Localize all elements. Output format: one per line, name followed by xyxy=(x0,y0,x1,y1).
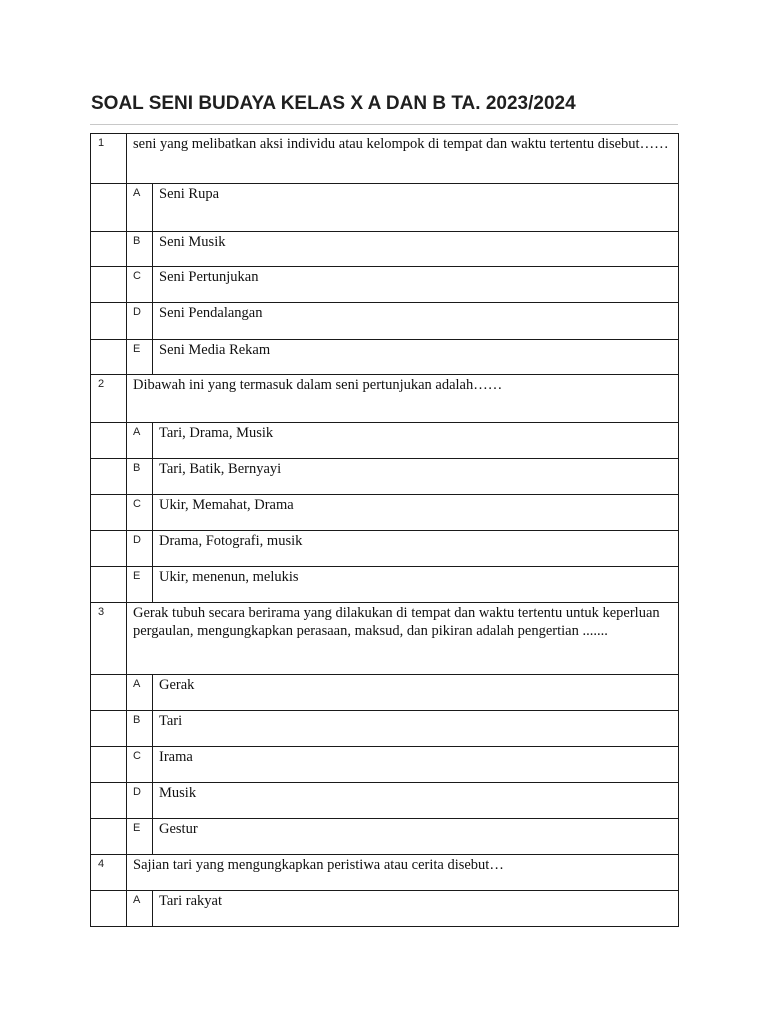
page-title: SOAL SENI BUDAYA KELAS X A DAN B TA. 2023/2024 xyxy=(91,93,576,114)
option-letter: D xyxy=(127,531,153,567)
option-letter: D xyxy=(127,783,153,819)
question-number: 1 xyxy=(91,134,127,184)
question-text: seni yang melibatkan aksi individu atau kelompok di tempat dan waktu tertentu disebut…… xyxy=(127,134,679,184)
option-row xyxy=(91,711,679,747)
option-letter: C xyxy=(127,495,153,531)
option-row xyxy=(91,783,679,819)
question-table xyxy=(90,133,679,927)
option-text: Tari, Batik, Bernyayi xyxy=(153,459,679,495)
option-text: Tari, Drama, Musik xyxy=(153,423,679,459)
option-text: Tari rakyat xyxy=(153,891,679,927)
option-text: Musik xyxy=(153,783,679,819)
option-text: Ukir, menenun, melukis xyxy=(153,567,679,603)
option-letter: C xyxy=(127,267,153,303)
option-row xyxy=(91,567,679,603)
question-row xyxy=(91,375,679,423)
question-number: 3 xyxy=(91,603,127,675)
option-text: Gestur xyxy=(153,819,679,855)
option-text: Drama, Fotografi, musik xyxy=(153,531,679,567)
option-row xyxy=(91,819,679,855)
option-text: Tari xyxy=(153,711,679,747)
option-text: Ukir, Memahat, Drama xyxy=(153,495,679,531)
option-text: Seni Rupa xyxy=(153,184,679,232)
option-row xyxy=(91,459,679,495)
option-letter: C xyxy=(127,747,153,783)
option-text: Seni Musik xyxy=(153,232,679,267)
option-text: Irama xyxy=(153,747,679,783)
question-text: Sajian tari yang mengungkapkan peristiwa atau cerita disebut… xyxy=(127,855,679,891)
option-letter: A xyxy=(127,891,153,927)
question-row xyxy=(91,603,679,675)
option-letter: A xyxy=(127,675,153,711)
option-letter: A xyxy=(127,184,153,232)
option-row xyxy=(91,232,679,267)
option-row xyxy=(91,495,679,531)
option-row xyxy=(91,267,679,303)
question-text: Gerak tubuh secara berirama yang dilakukan di tempat dan waktu tertentu untuk keperluan pergaulan, mengungkapkan perasaan, maksud, dan pikiran adalah pengertian ....... xyxy=(127,603,679,675)
option-row xyxy=(91,675,679,711)
option-text: Gerak xyxy=(153,675,679,711)
option-letter: B xyxy=(127,232,153,267)
question-text: Dibawah ini yang termasuk dalam seni pertunjukan adalah…… xyxy=(127,375,679,423)
option-text: Seni Pendalangan xyxy=(153,303,679,340)
option-letter: E xyxy=(127,567,153,603)
option-letter: B xyxy=(127,711,153,747)
option-letter: A xyxy=(127,423,153,459)
option-letter: E xyxy=(127,819,153,855)
option-letter: D xyxy=(127,303,153,340)
option-text: Seni Media Rekam xyxy=(153,340,679,375)
option-row xyxy=(91,423,679,459)
option-row xyxy=(91,184,679,232)
question-row xyxy=(91,855,679,891)
question-number: 4 xyxy=(91,855,127,891)
option-row xyxy=(91,891,679,927)
title-divider xyxy=(90,124,678,125)
option-letter: E xyxy=(127,340,153,375)
option-row xyxy=(91,303,679,340)
option-row xyxy=(91,340,679,375)
question-row xyxy=(91,134,679,184)
option-letter: B xyxy=(127,459,153,495)
option-row xyxy=(91,531,679,567)
option-row xyxy=(91,747,679,783)
question-number: 2 xyxy=(91,375,127,423)
option-text: Seni Pertunjukan xyxy=(153,267,679,303)
